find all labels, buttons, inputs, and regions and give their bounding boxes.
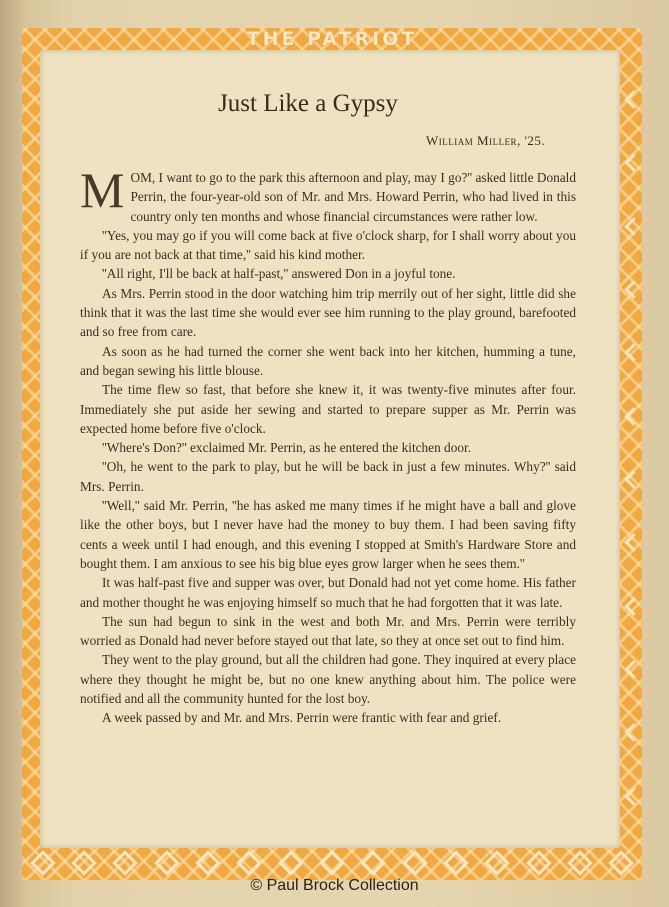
- masthead-title: THE PATRIOT: [246, 28, 418, 50]
- chevron-ornament: [624, 470, 642, 488]
- chevron-ornament: [624, 90, 642, 108]
- diamond-ornament: [402, 850, 427, 875]
- diamond-ornament: [526, 850, 551, 875]
- paragraph: As soon as he had turned the corner she went back into her kitchen, humming a tune, and began sewing his little blouse.: [80, 343, 576, 378]
- diamond-ornament: [319, 850, 344, 875]
- chevron-ornament: [624, 660, 642, 678]
- article-body: [80, 162, 576, 728]
- paragraph: A week passed by and Mr. and Mrs. Perrin were frantic with fear and grief.: [102, 710, 502, 726]
- chevron-ornament: [624, 217, 642, 235]
- chevron-ornament: [624, 534, 642, 552]
- paragraph: As Mrs. Perrin stood in the door watching him trip merrily out of her sight, little did she think that it was the last time she would ever see him running to the play ground, barefooted and so free from care.: [80, 285, 576, 340]
- diamond-ornament: [485, 850, 510, 875]
- chevron-ornament: [624, 280, 642, 298]
- chevron-ornament: [624, 787, 642, 805]
- diamond-ornament: [71, 850, 96, 875]
- chevron-ornament: [624, 407, 642, 425]
- collection-watermark: © Paul Brock Collection: [250, 877, 419, 894]
- diamond-ornament: [30, 850, 55, 875]
- diamond-ornament: [609, 850, 634, 875]
- paragraph: ''All right, I'll be back at half-past,'' answered Don in a joyful tone.: [102, 266, 456, 282]
- paragraph: ''Well,'' said Mr. Perrin, ''he has asked me many times if he might have a ball and glove like the other boys, but I never have had the money to buy them. I had been saving fifty cents a week until I had enough, and this evening I stopped at Smith's Hardware Store and bought them. I am anxious to see his big blue eyes grow larger when he sees them.'': [80, 498, 576, 571]
- drop-cap: M: [80, 162, 125, 218]
- border-chevron-pattern: [624, 68, 642, 828]
- paragraph: ''Yes, you may go if you will come back at five o'clock sharp, for I shall worry about you if you are not back at that time,'' said his kind mother.: [80, 227, 576, 263]
- masthead-bar: [22, 28, 642, 50]
- diamond-ornament: [113, 850, 138, 875]
- paragraph: The time flew so fast, that before she knew it, it was twenty-five minutes after four. Immediately she put aside her sewing and started to prepare supper as Mr. Perrin was expected home before five o'clock.: [80, 382, 576, 436]
- diamond-ornament: [278, 850, 303, 875]
- paragraph: They went to the play ground, but all the children had gone. They inquired at every place where they thought he might be, but no one knew anything about him. The police were notified and all the community hunted for the lost boy.: [80, 652, 576, 707]
- paragraph: It was half-past five and supper was over, but Donald had not yet come home. His father and mother thought he was enjoying himself so much that he had forgotten that it was late.: [80, 575, 576, 610]
- diamond-ornament: [443, 850, 468, 875]
- diamond-ornament: [361, 850, 386, 875]
- paragraph: ''Oh, he went to the park to play, but he will be back in just a few minutes. Why?'' said Mrs. Perrin.: [80, 459, 576, 494]
- chevron-ornament: [624, 597, 642, 615]
- diamond-ornament: [567, 850, 592, 875]
- chevron-ornament: [624, 154, 642, 172]
- chevron-ornament: [624, 724, 642, 742]
- diamond-ornament: [154, 850, 179, 875]
- article-byline: William Miller, '25.: [426, 133, 546, 148]
- diamond-ornament: [237, 850, 262, 875]
- paragraph: [80, 162, 576, 226]
- paragraph: The sun had begun to sink in the west and both Mr. and Mrs. Perrin were terribly worried as Donald had never before stayed out that late, so they at once set out to find him.: [80, 613, 576, 649]
- article-title: Just Like a Gypsy: [218, 90, 398, 117]
- border-diamond-pattern: [22, 846, 642, 880]
- chevron-ornament: [624, 344, 642, 362]
- diamond-ornament: [195, 850, 220, 875]
- paragraph: ''Where's Don?'' exclaimed Mr. Perrin, as he entered the kitchen door.: [102, 440, 472, 456]
- paragraph-text: OM, I want to go to the park this afternoon and play, may I go?'' asked little Donald Perrin, the four-year-old son of Mr. and Mrs. Howard Perrin, who had lived in this country only ten months and whose financial circumstances were rather low.: [130, 170, 576, 224]
